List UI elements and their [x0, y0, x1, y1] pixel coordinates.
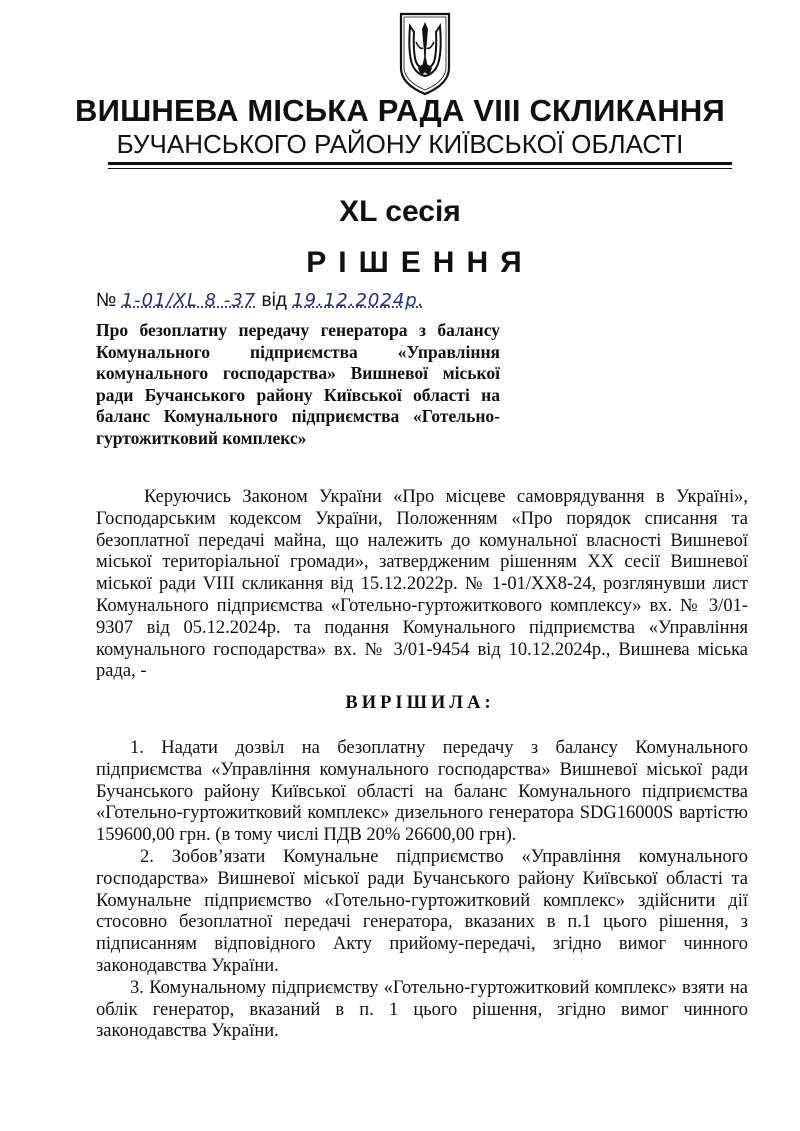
council-name: ВИШНЕВА МІСЬКА РАДА VIII СКЛИКАННЯ: [75, 93, 725, 128]
session-title: XL сесія: [339, 195, 461, 228]
header-rule-thick: [108, 162, 732, 165]
resolution-item: 3. Комунальному підприємству «Готельно-гуртожитковий комплекс» взяти на облік генератор, вказаний в п. 1 цього рішення, згідно вимог чинного законодавства України.: [96, 977, 748, 1042]
handwritten-number: 1-01/XL 8 -37: [121, 290, 257, 311]
preamble-paragraph: Керуючись Законом України «Про місцеве самоврядування в Україні», Господарським кодексом України, Положенням «Про порядок списання та безоплатної передачі майна, що належить до комунальної власності Вишневої міської територіальної громади», затвердженим рішенням XX сесії Вишневої міської ради VIII скликання від 15.12.2022р. № 1-01/XX8-24, розглянувши лист Комунального підприємства «Готельно-гуртожиткового комплексу» вх. № 3/01-9307 від 05.12.2024р. та подання Комунального підприємства «Управління комунального господарства» вх. № 3/01-9454 від 10.12.2024р., Вишнева міська рада, -: [96, 487, 748, 682]
number-label: №: [96, 290, 117, 311]
resolution-item: 2. Зобов’язати Комунальне підприємство «Управління комунального господарства» Вишневої міської ради Бучанського району Київської області та Комунальне підприємство «Готельно-гуртожитковий комплекс» здійснити дії стосовно безоплатної передачі генератора, вказаних в п.1 цього рішення, з підписанням відповідного Акту прийому-передачі, згідно вимог чинного законодавства України.: [96, 846, 748, 976]
council-district: БУЧАНСЬКОГО РАЙОНУ КИЇВСЬКОЇ ОБЛАСТІ: [116, 129, 684, 159]
preamble-section: [96, 487, 748, 683]
date-label: від: [261, 290, 287, 311]
resolution-items: [96, 738, 748, 1043]
document-type: РІШЕННЯ: [306, 246, 534, 279]
decision-number-line: [96, 290, 424, 312]
handwritten-date: 19.12.2024р.: [292, 290, 425, 311]
header-rule-thin: [108, 168, 732, 169]
trident-coat-of-arms-icon: [398, 12, 452, 96]
decision-subject: Про безоплатну передачу генератора з балансу Комунального підприємства «Управління комунального господарства» Вишневої міської ради Бучанського району Київської області на баланс Комунального підприємства «Готельно-гуртожитковий комплекс»: [96, 320, 500, 448]
resolved-heading: ВИРІШИЛА:: [345, 693, 495, 713]
resolution-item: 1. Надати дозвіл на безоплатну передачу з балансу Комунального підприємства «Управління комунального господарства» Вишневої міської ради Бучанського району Київської області на баланс Комунального підприємства «Готельно-гуртожитковий комплекс» дизельного генератора SDG16000S вартістю 159600,00 грн. (в тому числі ПДВ 20% 26600,00 грн).: [96, 738, 748, 846]
